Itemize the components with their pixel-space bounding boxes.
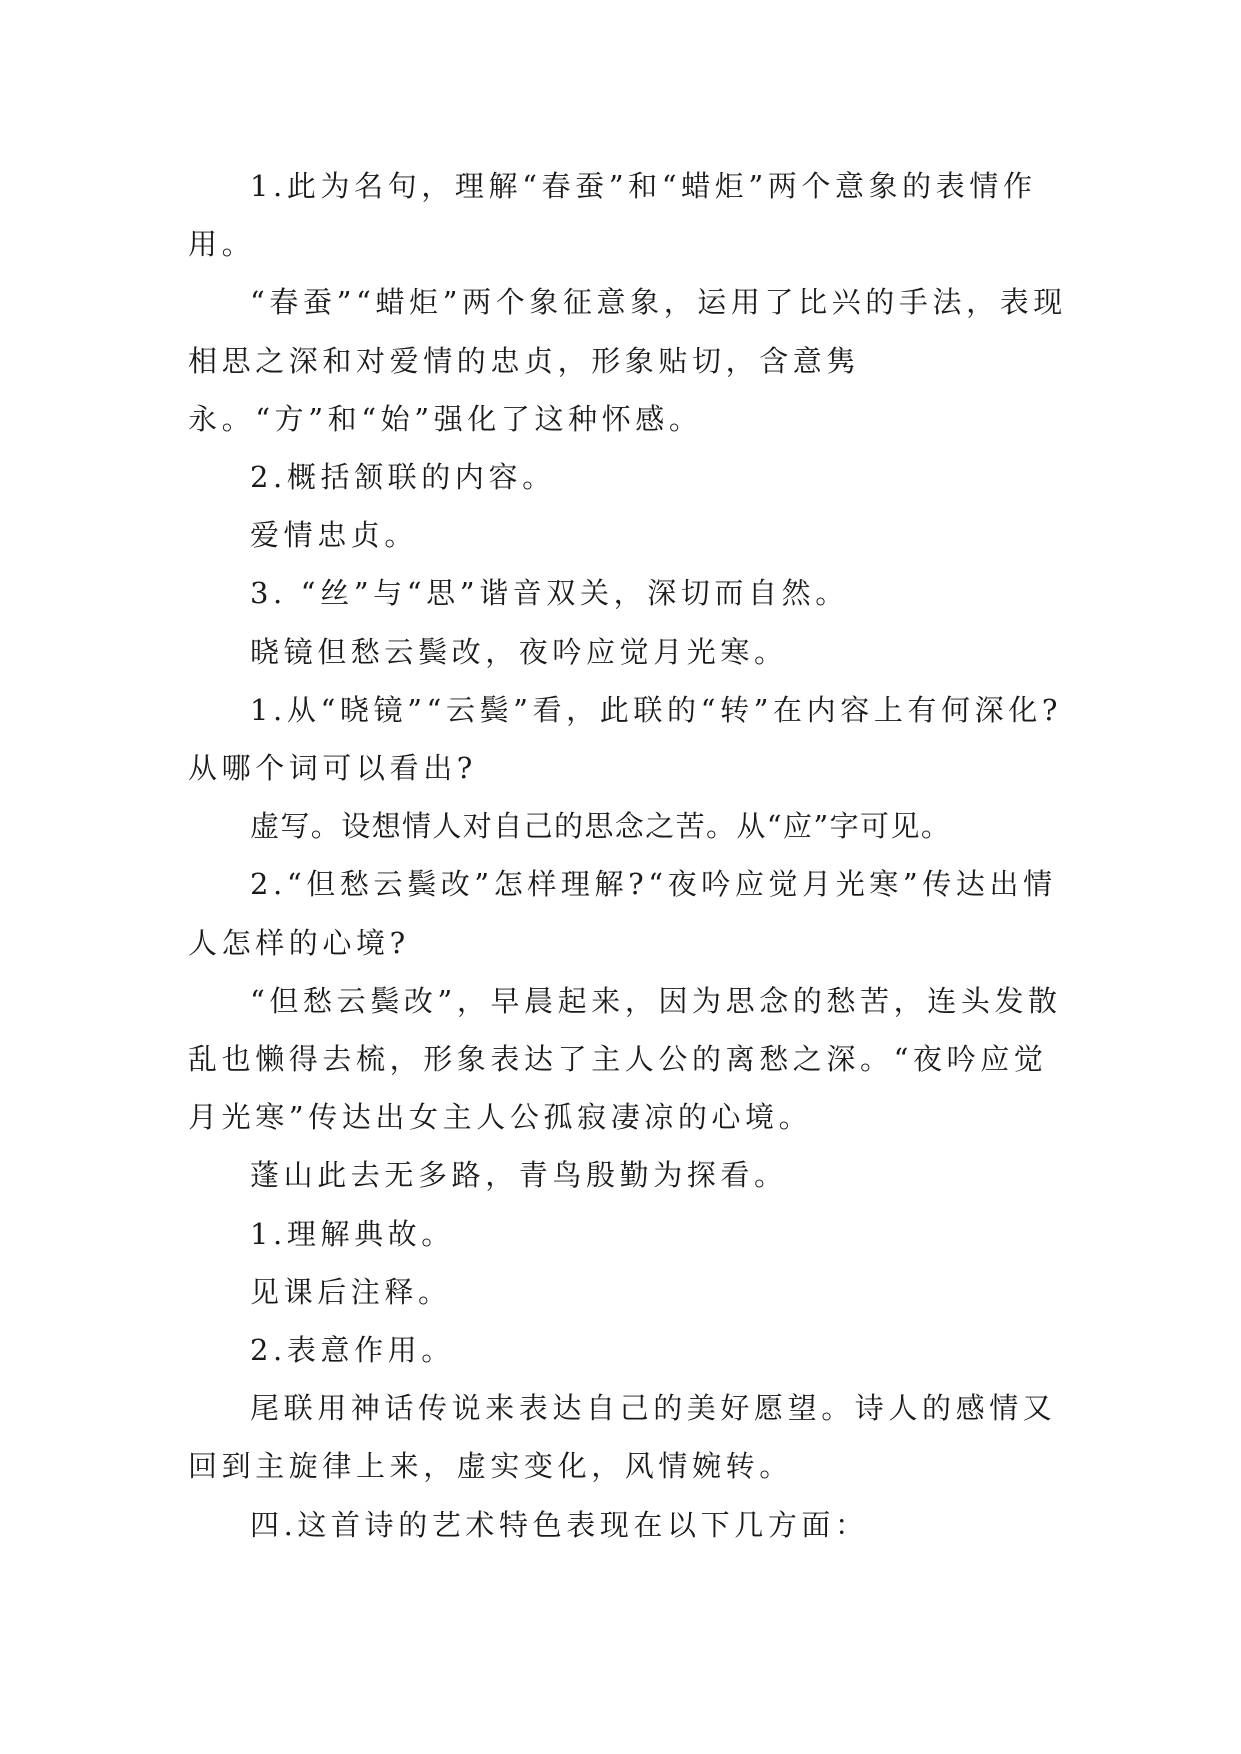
poem-line: 蓬山此去无多路，青鸟殷勤为探看。 [250,1158,788,1193]
answer-paragraph: “但愁云鬓改”，早晨起来，因为思念的愁苦，连头发散乱也懒得去梳，形象表达了主人公的离愁之深。“夜吟应觉月光寒”传达出女主人公孤寂凄凉的心境。 [188,983,1062,1135]
answer-paragraph: 爱情忠贞。 [250,518,419,553]
document-body [188,157,1068,1554]
question-paragraph: 2.表意作用。 [250,1333,455,1368]
question-paragraph: 2.“但愁云鬓改”怎样理解?“夜吟应觉月光寒”传达出情人怎样的心境? [188,867,1057,960]
question-paragraph: 1.理解典故。 [250,1216,455,1251]
answer-paragraph: 尾联用神话传说来表达自己的美好愿望。诗人的感情又回到主旋律上来，虚实变化，风情婉转。 [188,1391,1057,1484]
question-paragraph: 1.从“晓镜”“云鬓”看，此联的“转”在内容上有何深化?从哪个词可以看出? [188,692,1062,786]
answer-paragraph: 虚写。设想情人对自己的思念之苦。从“应”字可见。 [250,809,952,844]
answer-paragraph: 见课后注释。 [250,1274,452,1309]
answer-paragraph: “春蚕”“蜡炬”两个象征意象，运用了比兴的手法，表现相思之深和对爱情的忠贞，形象贴切，含意隽永。“方”和“始”强化了这种怀感。 [188,285,1067,436]
question-paragraph: 2.概括颔联的内容。 [250,460,556,495]
answer-paragraph: 3. “丝”与“思”谐音双关，深切而自然。 [250,576,849,611]
poem-line: 晓镜但愁云鬓改，夜吟应觉月光寒。 [250,634,788,669]
question-paragraph: 1.此为名句，理解“春蚕”和“蜡炬”两个意象的表情作用。 [188,169,1037,262]
section-heading: 四.这首诗的艺术特色表现在以下几方面： [250,1507,869,1542]
